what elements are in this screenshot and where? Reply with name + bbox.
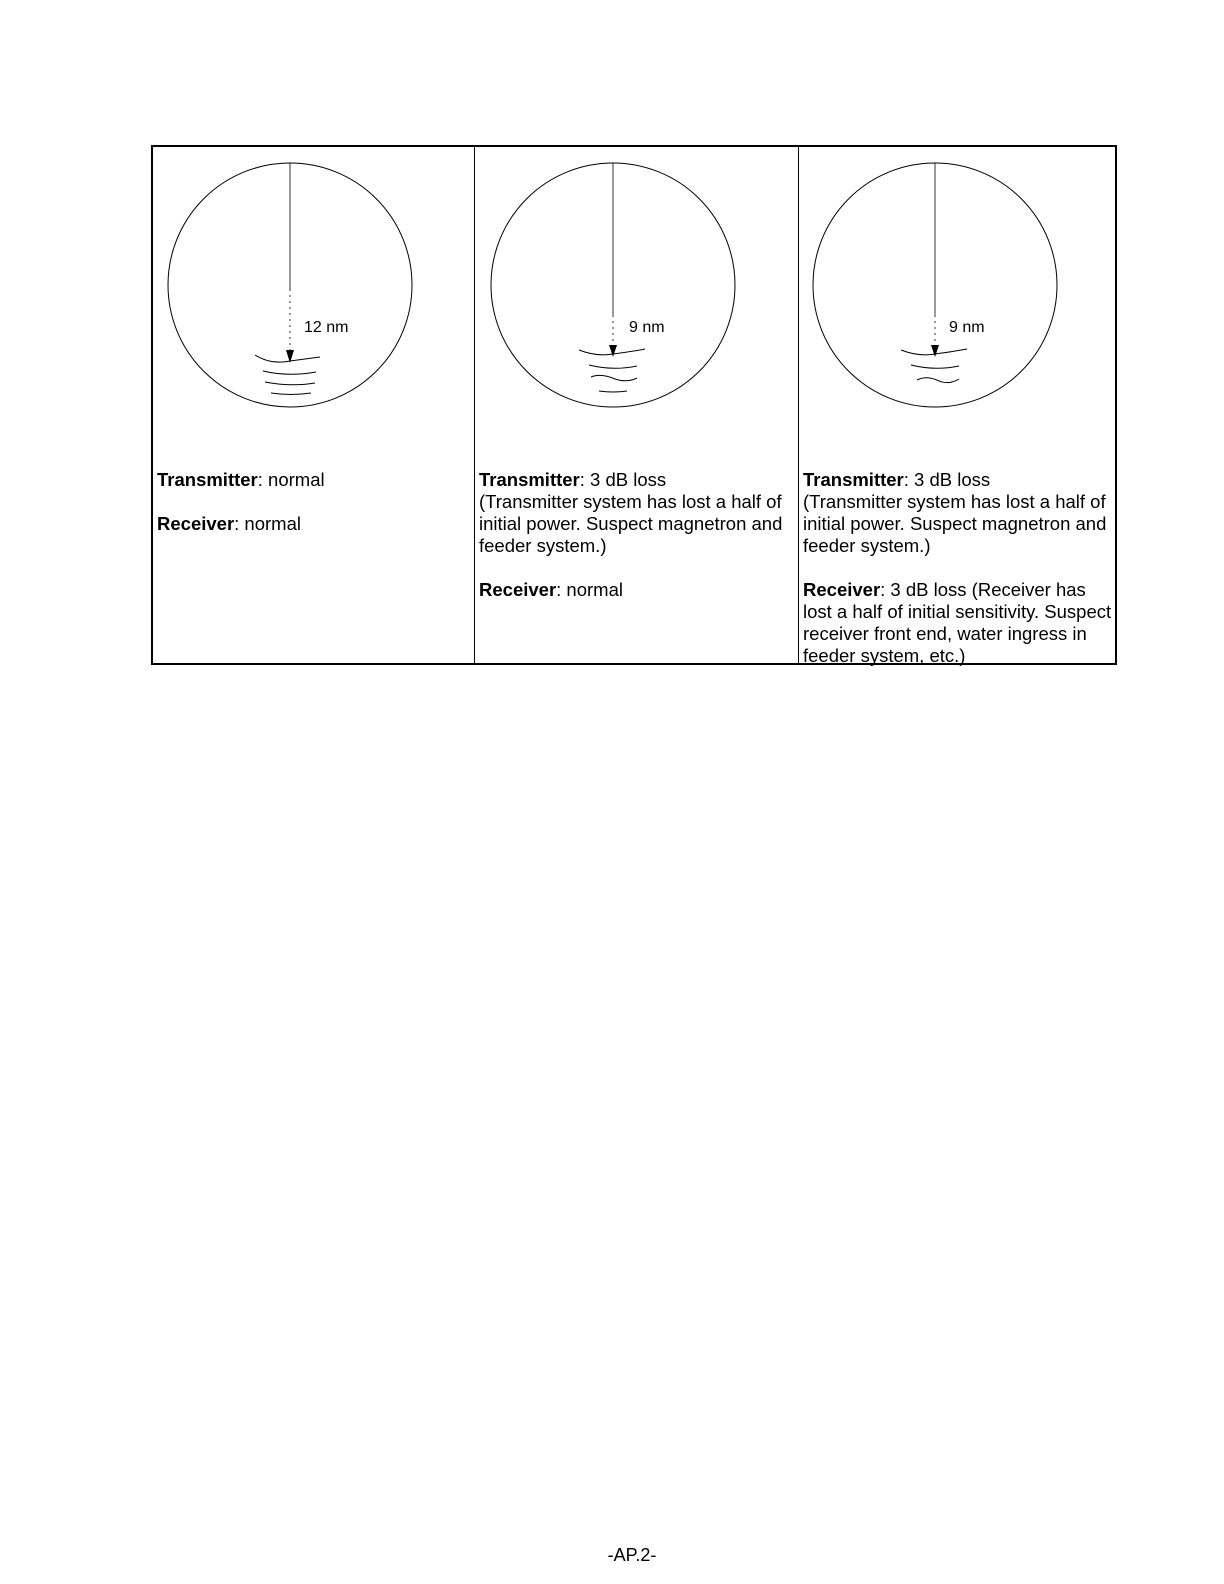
transmitter-status: : 3 dB loss [903, 469, 991, 490]
radar-scope-svg [475, 147, 799, 457]
transmitter-status: : 3 dB loss [579, 469, 667, 490]
transmitter-detail: (Transmitter system has lost a half of initial power. Suspect magnetron and feeder system.) [479, 491, 783, 556]
echo-arc-2 [911, 365, 959, 368]
receiver-line [479, 579, 796, 601]
transmitter-line [479, 469, 796, 491]
receiver-line [803, 579, 1113, 667]
panel-transmitter-receiver-loss [799, 147, 1115, 666]
transmitter-status: : normal [257, 469, 325, 490]
transmitter-label: Transmitter [803, 469, 904, 490]
range-label: 9 nm [949, 319, 985, 336]
echo-arc-2 [263, 371, 316, 374]
range-label: 9 nm [629, 319, 665, 336]
transmitter-label: Transmitter [479, 469, 580, 490]
range-arrow [931, 345, 939, 357]
receiver-label: Receiver [479, 579, 557, 600]
receiver-label: Receiver [157, 513, 235, 534]
receiver-status: : normal [234, 513, 301, 534]
transmitter-label: Transmitter [157, 469, 258, 490]
radar-scope-diagram [153, 147, 474, 457]
page-number: -AP.2- [607, 1545, 657, 1565]
echo-arc-1 [255, 355, 320, 362]
radar-performance-table [151, 145, 1117, 665]
panel-description [479, 469, 796, 601]
transmitter-line [803, 469, 1113, 491]
echo-arc-4 [271, 393, 311, 395]
range-label: 12 nm [304, 319, 349, 336]
receiver-status: : normal [556, 579, 623, 600]
echo-arc-3 [591, 375, 637, 380]
panel-transmitter-loss [475, 147, 799, 663]
echo-arc-4 [599, 391, 627, 392]
range-arrow [609, 345, 617, 357]
transmitter-detail: (Transmitter system has lost a half of initial power. Suspect magnetron and feeder system.) [803, 491, 1107, 556]
receiver-line [157, 513, 472, 535]
panel-description [803, 469, 1113, 667]
transmitter-line [157, 469, 472, 491]
receiver-label: Receiver [803, 579, 881, 600]
radar-scope-diagram [799, 147, 1115, 457]
panel-description [157, 469, 472, 535]
radar-scope-svg [799, 147, 1115, 457]
echo-arc-3 [265, 382, 315, 385]
radar-scope-diagram [475, 147, 798, 457]
echo-arc-2 [589, 365, 637, 368]
receiver-status: : 3 dB loss (Receiver has lost a half of initial sensitivity. Suspect receiver front end, water ingress in feeder system, etc.) [803, 579, 1112, 666]
radar-scope-svg [153, 147, 475, 457]
echo-arc-3 [917, 378, 959, 383]
panel-normal [153, 147, 475, 663]
